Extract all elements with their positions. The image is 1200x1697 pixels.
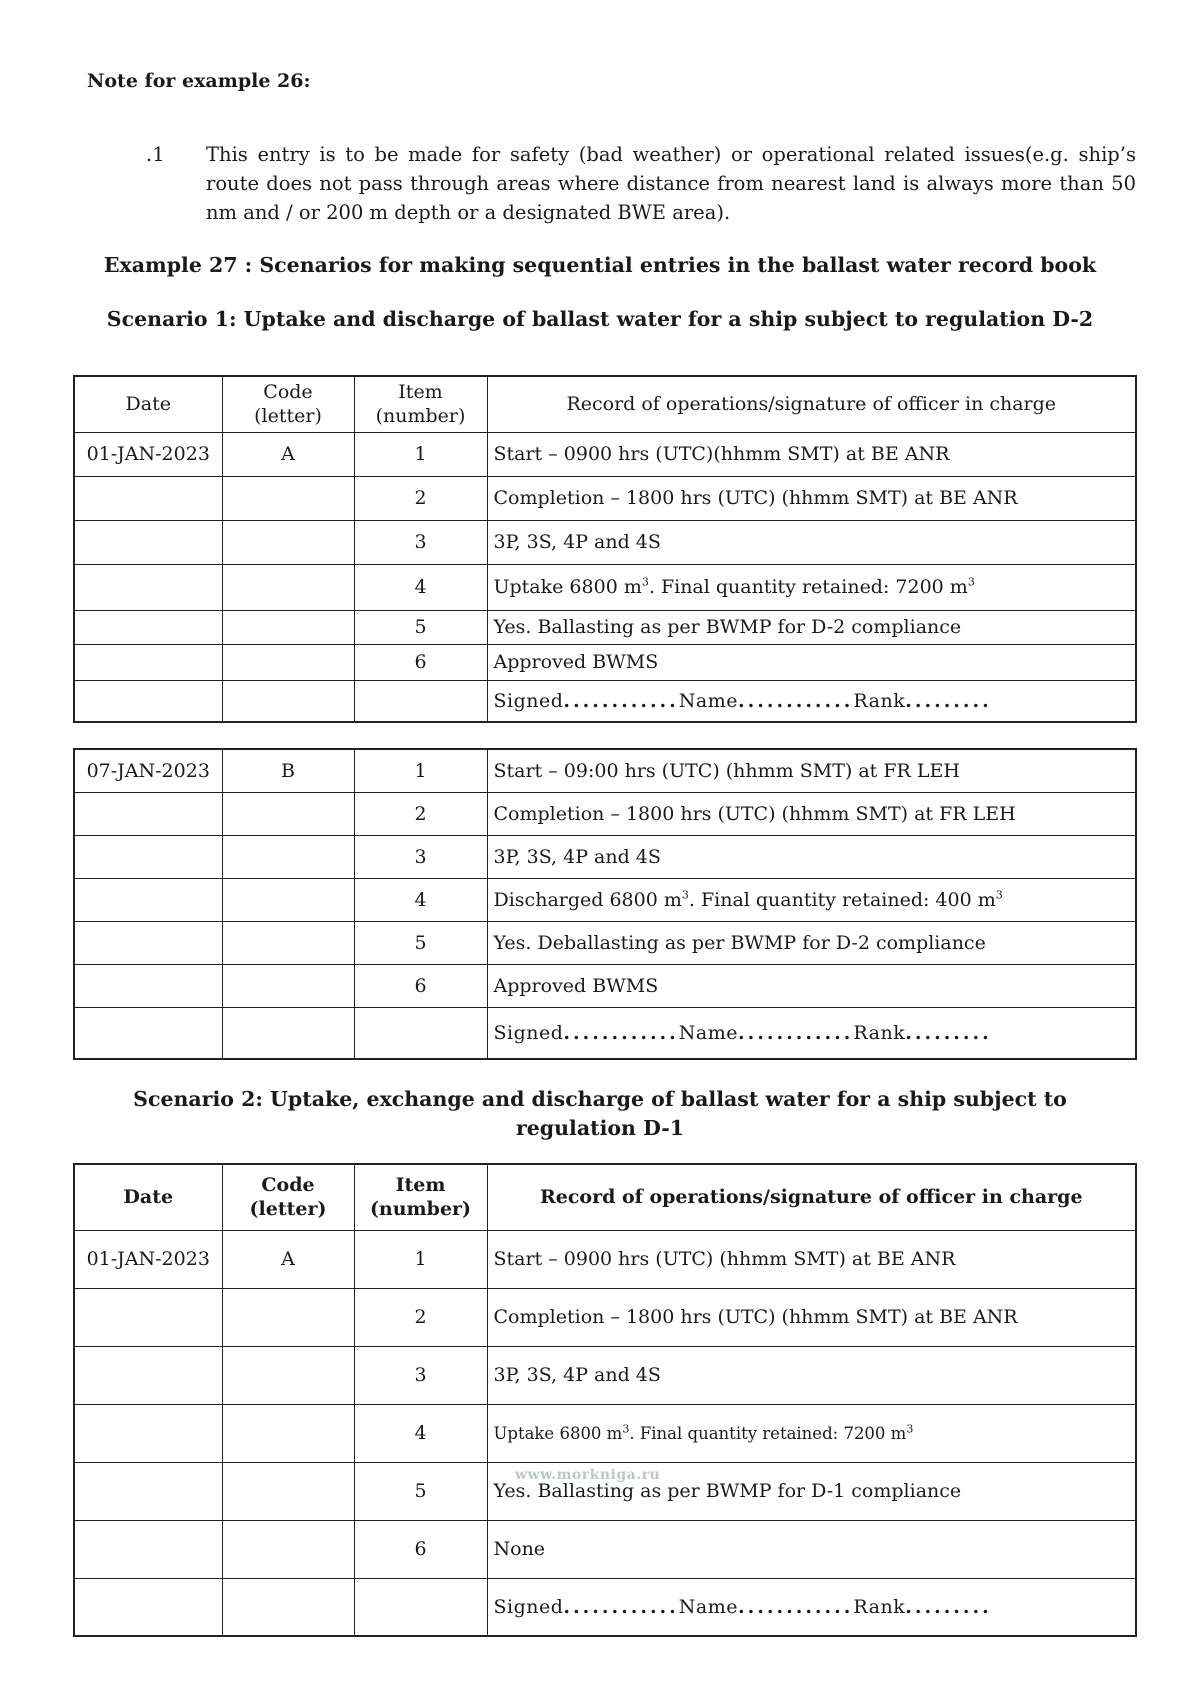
record-cell: Start – 09:00 hrs (UTC) (hhmm SMT) at FR LEH	[487, 749, 1136, 792]
item-cell: 3	[354, 1346, 487, 1404]
date-cell: 01-JAN-2023	[74, 1230, 222, 1288]
table-row	[74, 964, 1136, 1007]
code-cell: B	[222, 749, 354, 792]
date-cell: 07-JAN-2023	[74, 749, 222, 792]
item-header: Item (number)	[354, 1164, 487, 1230]
scenario2-table	[73, 1163, 1137, 1637]
example-title: Example 27 : Scenarios for making sequential entries in the ballast water record book	[103, 253, 1097, 277]
item-cell: 4	[354, 878, 487, 921]
record-cell: Approved BWMS	[487, 644, 1136, 680]
record-cell: 3P, 3S, 4P and 4S	[487, 1346, 1136, 1404]
record-cell: Completion – 1800 hrs (UTC) (hhmm SMT) at BE ANR	[487, 1288, 1136, 1346]
table-row	[74, 476, 1136, 520]
record-cell: Completion – 1800 hrs (UTC) (hhmm SMT) at BE ANR	[487, 476, 1136, 520]
table-row	[74, 921, 1136, 964]
record-cell: Start – 0900 hrs (UTC)(hhmm SMT) at BE ANR	[487, 432, 1136, 476]
item-cell: 1	[354, 1230, 487, 1288]
item-cell: 2	[354, 1288, 487, 1346]
record-cell: 3P, 3S, 4P and 4S	[487, 835, 1136, 878]
record-cell: 3P, 3S, 4P and 4S	[487, 520, 1136, 564]
date-header: Date	[74, 1164, 222, 1230]
item-cell: 3	[354, 835, 487, 878]
note-item-number: .1	[146, 143, 165, 166]
table-header-row	[74, 1164, 1136, 1230]
table-row	[74, 878, 1136, 921]
record-cell: Yes. Deballasting as per BWMP for D-2 compliance	[487, 921, 1136, 964]
table-row	[74, 610, 1136, 644]
item-cell: 6	[354, 1520, 487, 1578]
code-header: Code (letter)	[222, 376, 354, 432]
record-cell: Yes. Ballasting as per BWMP for D-2 compliance	[487, 610, 1136, 644]
signature-row	[74, 1578, 1136, 1636]
note-item	[146, 140, 1136, 227]
item-cell: 1	[354, 749, 487, 792]
record-cell: None	[487, 1520, 1136, 1578]
scenario1-table-a	[73, 375, 1137, 723]
item-cell: 5	[354, 1462, 487, 1520]
record-cell: Uptake 6800 $m^3$. Final quantity retained: 7200 $m^3$	[487, 564, 1136, 610]
record-cell: Uptake 6800 $m^3$. Final quantity retained: 7200 $m^3$	[487, 1404, 1136, 1462]
item-cell: 2	[354, 476, 487, 520]
date-cell: 01-JAN-2023	[74, 432, 222, 476]
table-row	[74, 1288, 1136, 1346]
signature-cell: Signed............Name............Rank.........	[487, 680, 1136, 722]
date-header: Date	[74, 376, 222, 432]
item-header: Item (number)	[354, 376, 487, 432]
item-cell: 3	[354, 520, 487, 564]
signature-cell: Signed............Name............Rank.........	[487, 1578, 1136, 1636]
table-row	[74, 644, 1136, 680]
table-row	[74, 432, 1136, 476]
item-cell: 5	[354, 610, 487, 644]
item-cell: 4	[354, 1404, 487, 1462]
record-header: Record of operations/signature of officer in charge	[487, 376, 1136, 432]
table-row	[74, 792, 1136, 835]
record-cell: Completion – 1800 hrs (UTC) (hhmm SMT) at FR LEH	[487, 792, 1136, 835]
table-row	[74, 520, 1136, 564]
record-header: Record of operations/signature of officer in charge	[487, 1164, 1136, 1230]
record-cell: Approved BWMS	[487, 964, 1136, 1007]
watermark-text: www.morkniga.ru	[515, 1467, 661, 1483]
table-row	[74, 1404, 1136, 1462]
signature-row	[74, 680, 1136, 722]
table-row	[74, 564, 1136, 610]
record-cell: Start – 0900 hrs (UTC) (hhmm SMT) at BE ANR	[487, 1230, 1136, 1288]
table-row	[74, 749, 1136, 792]
scenario1-table-b	[73, 748, 1137, 1060]
record-cell: Yes. Ballasting as per BWMP for D-1 compliance	[487, 1462, 1136, 1520]
item-cell: 4	[354, 564, 487, 610]
table-row	[74, 835, 1136, 878]
signature-row	[74, 1007, 1136, 1059]
code-cell: A	[222, 432, 354, 476]
signature-cell: Signed............Name............Rank.........	[487, 1007, 1136, 1059]
record-cell: Discharged 6800 $m^3$. Final quantity retained: 400 $m^3$	[487, 878, 1136, 921]
note-heading: Note for example 26:	[87, 70, 311, 92]
item-cell: 5	[354, 921, 487, 964]
table-row	[74, 1230, 1136, 1288]
note-item-text: This entry is to be made for safety (bad weather) or operational related issues(e.g. ship’s route does not pass through areas where distance from nearest land is always more than 50 nm and / or 200 m depth or a designated BWE area).	[206, 143, 1136, 224]
scenario1-title: Scenario 1: Uptake and discharge of ballast water for a ship subject to regulation D-2	[106, 307, 1094, 331]
table-row	[74, 1346, 1136, 1404]
item-cell: 1	[354, 432, 487, 476]
code-cell: A	[222, 1230, 354, 1288]
item-cell: 6	[354, 964, 487, 1007]
table-header-row	[74, 376, 1136, 432]
scenario2-title: Scenario 2: Uptake, exchange and discharge of ballast water for a ship subject to regulation D-1	[133, 1087, 1067, 1140]
code-header: Code (letter)	[222, 1164, 354, 1230]
item-cell: 6	[354, 644, 487, 680]
table-row	[74, 1520, 1136, 1578]
item-cell: 2	[354, 792, 487, 835]
